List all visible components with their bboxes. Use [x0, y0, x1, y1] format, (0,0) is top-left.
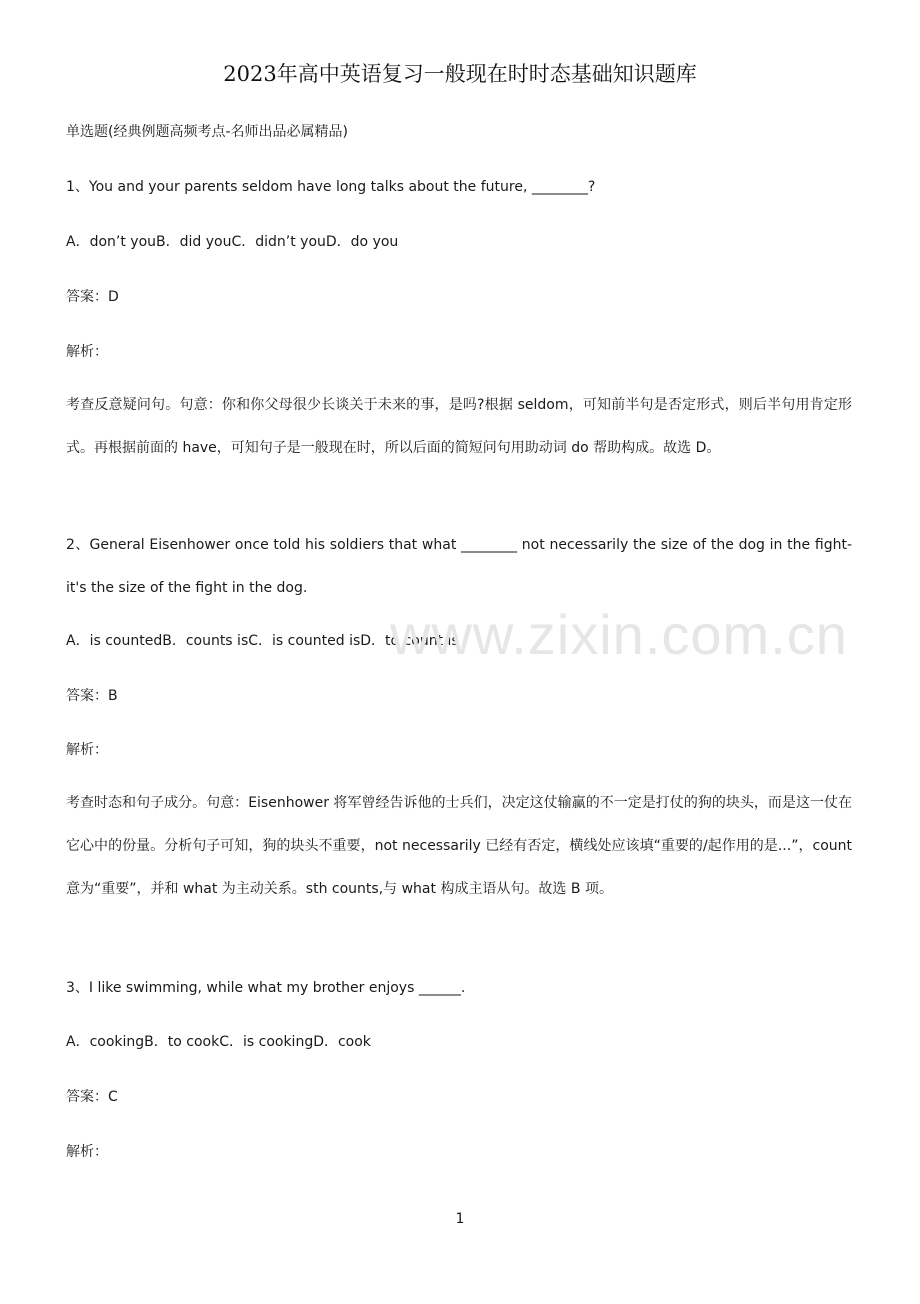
- question-3-answer: 答案：C: [66, 1089, 118, 1105]
- document-title: 2023年高中英语复习一般现在时时态基础知识题库: [223, 62, 697, 86]
- question-1-analysis: 考查反意疑问句。句意：你和你父母很少长谈关于未来的事，是吗?根据 seldom，可知前半句是否定形式，则后半句用肯定形式。再根据前面的 have，可知句子是一般现在时，所以后面的简短问句用助动词 do 帮助构成。故选 D。: [66, 397, 852, 456]
- question-1-text: 1、You and your parents seldom have long talks about the future, ________?: [66, 179, 596, 195]
- question-1-analysis-label: 解析：: [66, 344, 108, 360]
- question-1-answer: 答案：D: [66, 289, 119, 305]
- section-header: 单选题(经典例题高频考点-名师出品必属精品): [66, 124, 348, 140]
- question-1-options: A．don’t youB．did youC．didn’t youD．do you: [66, 234, 399, 250]
- question-3-text: 3、I like swimming, while what my brother enjoys ______.: [66, 980, 466, 996]
- question-2-options: A．is countedB．counts isC．is counted isD．to count is: [66, 633, 459, 649]
- question-2-analysis-label: 解析：: [66, 742, 108, 758]
- question-3-analysis-label: 解析：: [66, 1144, 108, 1160]
- question-3-options: A．cookingB．to cookC．is cookingD．cook: [66, 1034, 371, 1050]
- page-number: 1: [455, 1211, 465, 1227]
- watermark: www.zixin.com.cn: [390, 603, 848, 666]
- question-2-answer: 答案：B: [66, 688, 118, 704]
- question-2-text: 2、General Eisenhower once told his soldiers that what ________ not necessarily the size of the dog in the fight-it's the size of the fight in the dog.: [66, 537, 852, 596]
- question-2-analysis: 考查时态和句子成分。句意：Eisenhower 将军曾经告诉他的士兵们，决定这仗输赢的不一定是打仗的狗的块头，而是这一仗在它心中的份量。分析句子可知，狗的块头不重要，not necessarily 已经有否定，横线处应该填“重要的/起作用的是...”，count 意为“重要”，并和 what 为主动关系。sth counts,与 what 构成主语从句。故选 B 项。: [66, 795, 852, 897]
